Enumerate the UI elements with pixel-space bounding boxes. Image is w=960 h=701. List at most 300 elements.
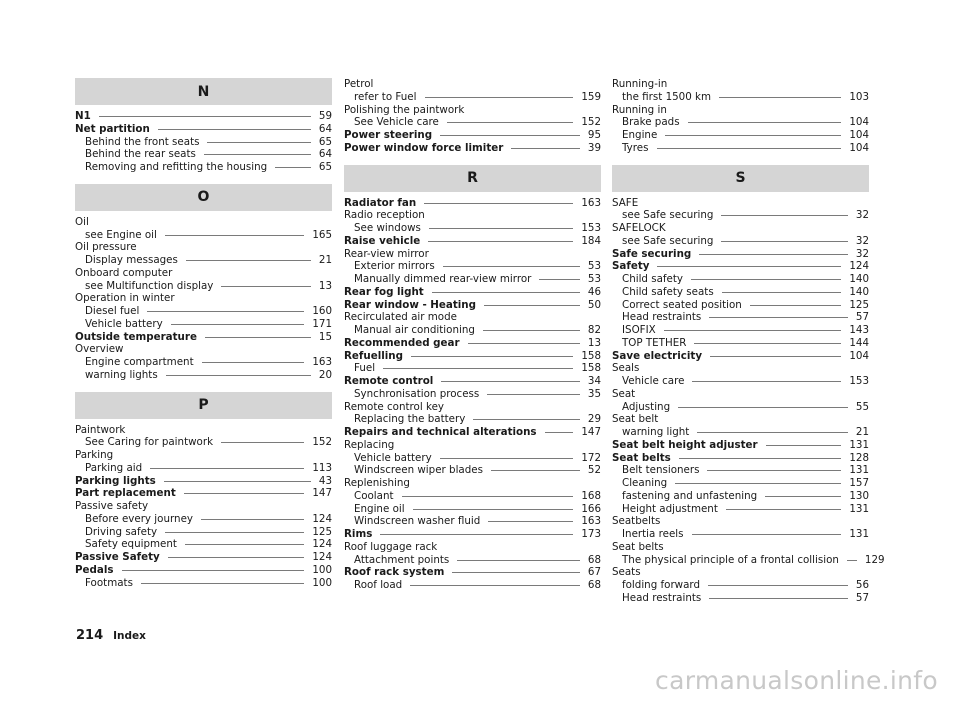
page-ref: 95 — [587, 129, 601, 141]
entry-label: see Engine oil — [85, 228, 157, 241]
page-ref: 57 — [855, 311, 869, 324]
entry-label: Synchronisation process — [354, 387, 480, 400]
page-ref: 129 — [864, 553, 885, 566]
page-ref: 56 — [855, 579, 869, 591]
index-entry — [612, 248, 869, 261]
index-subentry — [75, 161, 332, 174]
entry-label: Recirculated air mode — [344, 311, 457, 324]
entry-label: SAFE — [612, 196, 639, 209]
index-subentry — [344, 554, 601, 567]
entry-label: see Safe securing — [622, 234, 714, 247]
page-ref: 140 — [849, 273, 869, 285]
index-subentry — [612, 299, 869, 312]
leader-line — [186, 260, 311, 261]
index-entry — [612, 388, 869, 401]
index-subentry — [612, 116, 869, 129]
page-ref: 130 — [849, 489, 869, 502]
index-section — [612, 78, 869, 155]
section-label: Index — [113, 630, 146, 642]
index-entry — [612, 78, 869, 91]
index-subentry — [344, 273, 601, 286]
entry-label: Roof rack system — [344, 566, 445, 579]
page-ref: 53 — [587, 273, 601, 285]
page-ref: 163 — [581, 515, 601, 528]
leader-line — [410, 585, 580, 586]
index-entry — [75, 216, 332, 229]
index-entry — [344, 311, 601, 324]
index-entry — [612, 104, 869, 117]
entry-label: Parking lights — [75, 474, 156, 487]
leader-line — [275, 167, 311, 168]
index-subentry — [612, 375, 869, 388]
entry-label: Refuelling — [344, 349, 403, 362]
page-ref: 131 — [849, 528, 869, 540]
entry-label: Driving safety — [85, 525, 158, 538]
index-subentry — [344, 116, 601, 129]
index-subentry — [344, 579, 601, 592]
entry-label: Replacing the battery — [354, 413, 466, 426]
index-subentry — [612, 477, 869, 490]
page-ref: 165 — [312, 228, 332, 241]
page-ref: 46 — [587, 285, 601, 298]
page-ref: 104 — [849, 141, 869, 154]
page-ref: 163 — [581, 196, 601, 209]
entry-label: Running in — [612, 103, 667, 116]
index-subentry — [344, 452, 601, 465]
page-ref: 43 — [318, 474, 332, 487]
leader-line — [204, 154, 311, 155]
page-ref: 104 — [849, 129, 869, 141]
entry-label: Rear window - Heating — [344, 298, 476, 311]
index-subentry — [75, 318, 332, 331]
leader-line — [221, 442, 304, 443]
leader-line — [443, 266, 580, 267]
page-ref: 159 — [581, 90, 601, 103]
leader-line — [147, 311, 304, 312]
page-ref: 153 — [581, 222, 601, 234]
leader-line — [678, 407, 848, 408]
page-ref: 35 — [587, 387, 601, 400]
entry-label: Seat belts — [612, 540, 664, 553]
leader-line — [679, 458, 842, 459]
index-subentry — [612, 464, 869, 477]
page-ref: 163 — [312, 356, 332, 368]
entry-label: Operation in winter — [75, 292, 175, 305]
entry-label: Seats — [612, 566, 641, 579]
leader-line — [441, 381, 580, 382]
index-section — [344, 165, 601, 592]
page-ref: 158 — [581, 349, 601, 362]
index-entry — [612, 222, 869, 235]
index-section — [344, 78, 601, 155]
page-ref: 140 — [849, 285, 869, 298]
page-ref: 173 — [581, 528, 601, 540]
leader-line — [665, 135, 841, 136]
leader-line — [697, 432, 848, 433]
entry-label: Seatbelts — [612, 515, 661, 528]
index-subentry — [75, 513, 332, 526]
page-ref: 52 — [587, 464, 601, 477]
entry-label: Seat belt height adjuster — [612, 438, 758, 451]
index-subentry — [612, 503, 869, 516]
leader-line — [721, 215, 847, 216]
page-ref: 131 — [849, 438, 869, 451]
entry-label: See Caring for paintwork — [85, 436, 214, 449]
entry-label: Passive safety — [75, 500, 149, 512]
entry-label: Attachment points — [354, 553, 450, 566]
leader-line — [202, 362, 305, 363]
index-subentry — [612, 273, 869, 286]
entry-label: Rear-view mirror — [344, 247, 429, 260]
index-entry — [612, 541, 869, 554]
leader-line — [487, 394, 580, 395]
index-subentry — [75, 229, 332, 242]
leader-line — [691, 279, 841, 280]
leader-line — [657, 148, 842, 149]
index-subentry — [344, 388, 601, 401]
page-ref: 64 — [318, 122, 332, 135]
entry-label: Power steering — [344, 129, 433, 141]
entry-label: Replenishing — [344, 477, 410, 489]
index-subentry — [612, 91, 869, 104]
index-subentry — [612, 528, 869, 541]
index-subentry — [344, 324, 601, 337]
leader-line — [699, 254, 848, 255]
index-entry — [612, 260, 869, 273]
leader-line — [657, 266, 841, 267]
entry-label: Seat belt — [612, 413, 659, 426]
entry-label: Paintwork — [75, 423, 126, 436]
entry-label: The physical principle of a frontal collision — [622, 553, 839, 566]
entry-label: Adjusting — [622, 400, 671, 413]
index-subentry — [612, 324, 869, 337]
leader-line — [424, 203, 573, 204]
page-ref: 171 — [312, 317, 332, 330]
leader-line — [664, 330, 842, 331]
index-entry — [344, 286, 601, 299]
page-ref: 55 — [855, 400, 869, 413]
leader-line — [205, 337, 311, 338]
entry-label: Raise vehicle — [344, 234, 421, 247]
entry-label: N1 — [75, 110, 91, 122]
entry-label: ISOFIX — [622, 324, 656, 336]
index-entry — [344, 248, 601, 261]
entry-label: See Vehicle care — [354, 116, 439, 129]
index-entry — [344, 541, 601, 554]
index-entry — [612, 566, 869, 579]
index-subentry — [75, 280, 332, 293]
leader-line — [413, 509, 574, 510]
entry-label: Repairs and technical alterations — [344, 426, 537, 438]
entry-label: Belt tensioners — [622, 464, 700, 477]
page-ref: 168 — [581, 489, 601, 502]
entry-label: Rear fog light — [344, 285, 424, 298]
index-subentry — [344, 260, 601, 273]
index-subentry — [612, 579, 869, 592]
leader-line — [484, 305, 580, 306]
entry-label: warning light — [622, 426, 690, 438]
leader-line — [726, 509, 841, 510]
page-ref: 128 — [849, 451, 869, 464]
leader-line — [207, 142, 310, 143]
entry-label: Seat belts — [612, 451, 671, 464]
leader-line — [99, 116, 311, 117]
page-ref: 13 — [318, 279, 332, 292]
page-ref: 34 — [587, 375, 601, 387]
index-subentry — [344, 91, 601, 104]
index-subentry — [612, 592, 869, 605]
index-subentry — [75, 526, 332, 539]
page-ref: 65 — [318, 135, 332, 148]
index-entry — [75, 424, 332, 437]
index-subentry — [75, 577, 332, 590]
entry-label: Windscreen wiper blades — [354, 464, 483, 477]
entry-label: warning lights — [85, 368, 158, 381]
page-ref: 166 — [581, 502, 601, 515]
leader-line — [692, 381, 841, 382]
leader-line — [383, 368, 573, 369]
page-ref: 64 — [318, 148, 332, 161]
leader-line — [511, 148, 580, 149]
leader-line — [765, 496, 841, 497]
entry-label: Vehicle battery — [85, 317, 163, 330]
leader-line — [766, 445, 842, 446]
entry-label: Part replacement — [75, 487, 176, 500]
leader-line — [545, 432, 574, 433]
entry-label: Vehicle care — [622, 375, 685, 387]
leader-line — [141, 583, 304, 584]
index-subentry — [612, 209, 869, 222]
leader-line — [488, 521, 573, 522]
leader-line — [429, 228, 573, 229]
index-subentry — [344, 464, 601, 477]
page-ref: 15 — [318, 330, 332, 343]
page-ref: 53 — [587, 260, 601, 273]
page-ref: 50 — [587, 298, 601, 311]
leader-line — [166, 375, 311, 376]
page-ref: 100 — [312, 563, 332, 576]
page-ref: 68 — [587, 579, 601, 591]
entry-label: Power window force limiter — [344, 141, 504, 154]
page-ref: 157 — [849, 477, 869, 489]
leader-line — [491, 470, 580, 471]
leader-line — [158, 129, 311, 130]
index-entry — [344, 350, 601, 363]
entry-label: Head restraints — [622, 591, 702, 604]
page-ref: 104 — [849, 349, 869, 362]
leader-line — [380, 534, 573, 535]
index-subentry — [344, 222, 601, 235]
index-entry — [75, 449, 332, 462]
index-entry — [344, 566, 601, 579]
page-ref: 160 — [312, 305, 332, 317]
index-entry — [344, 209, 601, 222]
page-ref: 100 — [312, 576, 332, 589]
leader-line — [440, 458, 574, 459]
section-letter: S — [612, 165, 869, 192]
page-ref: 124 — [849, 260, 869, 273]
index-subentry — [75, 369, 332, 382]
entry-label: Brake pads — [622, 116, 680, 129]
leader-line — [432, 292, 580, 293]
entry-label: Head restraints — [622, 311, 702, 324]
entry-label: Behind the front seats — [85, 135, 200, 148]
entry-label: Onboard computer — [75, 266, 173, 279]
entry-label: Height adjustment — [622, 502, 718, 515]
entry-label: Overview — [75, 343, 124, 356]
entry-label: Engine — [622, 129, 658, 141]
leader-line — [164, 481, 311, 482]
page-ref: 144 — [849, 336, 869, 349]
index-subentry — [75, 356, 332, 369]
index-subentry — [75, 462, 332, 475]
entry-label: Radio reception — [344, 209, 425, 222]
entry-label: Inertia reels — [622, 528, 684, 540]
entry-label: Parking — [75, 449, 114, 461]
entry-label: Oil pressure — [75, 241, 137, 254]
entry-label: Windscreen washer fluid — [354, 515, 481, 528]
leader-line — [707, 470, 841, 471]
entry-label: Radiator fan — [344, 196, 417, 209]
page-ref: 152 — [581, 116, 601, 129]
section-letter: N — [75, 78, 332, 105]
page-footer — [76, 628, 146, 643]
leader-line — [122, 570, 305, 571]
index-entry — [75, 564, 332, 577]
leader-line — [150, 468, 304, 469]
entry-label: Child safety — [622, 273, 684, 285]
entry-label: see Multifunction display — [85, 279, 214, 292]
entry-label: Parking aid — [85, 461, 143, 474]
index-column-1 — [75, 78, 332, 589]
index-section — [612, 165, 885, 605]
entry-label: Manually dimmed rear-view mirror — [354, 273, 532, 285]
entry-label: Oil — [75, 215, 89, 228]
leader-line — [457, 560, 580, 561]
index-column-2 — [344, 78, 601, 592]
leader-line — [722, 292, 842, 293]
leader-line — [165, 235, 304, 236]
leader-line — [694, 343, 841, 344]
page-ref: 32 — [855, 234, 869, 247]
leader-line — [473, 419, 580, 420]
index-entry — [344, 104, 601, 117]
entry-label: refer to Fuel — [354, 90, 417, 103]
index-subentry — [75, 136, 332, 149]
leader-line — [185, 544, 304, 545]
leader-line — [675, 483, 841, 484]
watermark: carmanualsonline.info — [655, 666, 938, 695]
leader-line — [440, 135, 580, 136]
leader-line — [201, 519, 304, 520]
index-subentry — [612, 490, 869, 503]
index-subentry — [612, 426, 869, 439]
leader-line — [750, 305, 842, 306]
index-entry — [344, 197, 601, 210]
page-ref: 65 — [318, 161, 332, 173]
page-ref: 124 — [312, 538, 332, 551]
entry-label: Behind the rear seats — [85, 148, 196, 161]
index-subentry — [344, 362, 601, 375]
index-entry — [75, 267, 332, 280]
page-ref: 131 — [849, 464, 869, 477]
leader-line — [428, 241, 573, 242]
index-entry — [75, 487, 332, 500]
page-ref: 57 — [855, 591, 869, 604]
index-entry — [344, 78, 601, 91]
entry-label: Roof luggage rack — [344, 540, 438, 553]
leader-line — [221, 286, 311, 287]
entry-label: Coolant — [354, 489, 394, 502]
index-subentry — [612, 311, 869, 324]
leader-line — [411, 356, 573, 357]
entry-label: Correct seated position — [622, 298, 742, 311]
index-entry — [612, 515, 869, 528]
entry-label: Manual air conditioning — [354, 324, 475, 336]
index-subentry — [75, 254, 332, 267]
index-subentry — [612, 286, 869, 299]
entry-label: folding forward — [622, 579, 700, 591]
page-ref: 59 — [318, 110, 332, 122]
index-entry — [344, 337, 601, 350]
leader-line — [688, 122, 842, 123]
index-section — [75, 392, 332, 590]
page-ref: 32 — [855, 247, 869, 260]
leader-line — [402, 496, 574, 497]
page-ref: 153 — [849, 375, 869, 387]
index-entry — [612, 197, 869, 210]
leader-line — [719, 97, 841, 98]
leader-line — [447, 122, 573, 123]
index-subentry — [75, 538, 332, 551]
entry-label: Remote control key — [344, 400, 444, 413]
page-ref: 184 — [581, 234, 601, 247]
index-subentry — [75, 436, 332, 449]
index-entry — [344, 439, 601, 452]
index-entry — [75, 123, 332, 136]
page-ref: 125 — [312, 525, 332, 538]
index-subentry — [612, 142, 869, 155]
entry-label: Passive Safety — [75, 551, 160, 563]
page-ref: 103 — [849, 90, 869, 103]
entry-label: Engine compartment — [85, 356, 194, 368]
page-ref: 68 — [587, 553, 601, 566]
leader-line — [710, 356, 841, 357]
index-entry — [344, 401, 601, 414]
page-ref: 113 — [312, 461, 332, 474]
entry-label: Net partition — [75, 122, 150, 135]
index-subentry — [75, 305, 332, 318]
page-ref: 172 — [581, 451, 601, 464]
entry-label: Outside temperature — [75, 330, 197, 343]
section-letter: R — [344, 165, 601, 192]
page-number: 214 — [76, 628, 104, 643]
index-column-3 — [612, 78, 885, 605]
leader-line — [709, 317, 848, 318]
entry-label: Exterior mirrors — [354, 260, 435, 273]
index-subentry — [344, 515, 601, 528]
index-entry — [75, 343, 332, 356]
leader-line — [168, 557, 305, 558]
entry-label: Tyres — [622, 141, 649, 154]
index-subentry — [344, 413, 601, 426]
index-subentry — [344, 490, 601, 503]
page-ref: 67 — [587, 566, 601, 579]
page-ref: 21 — [318, 254, 332, 266]
index-entry — [75, 241, 332, 254]
entry-label: Running-in — [612, 78, 668, 90]
page-ref: 125 — [849, 298, 869, 311]
